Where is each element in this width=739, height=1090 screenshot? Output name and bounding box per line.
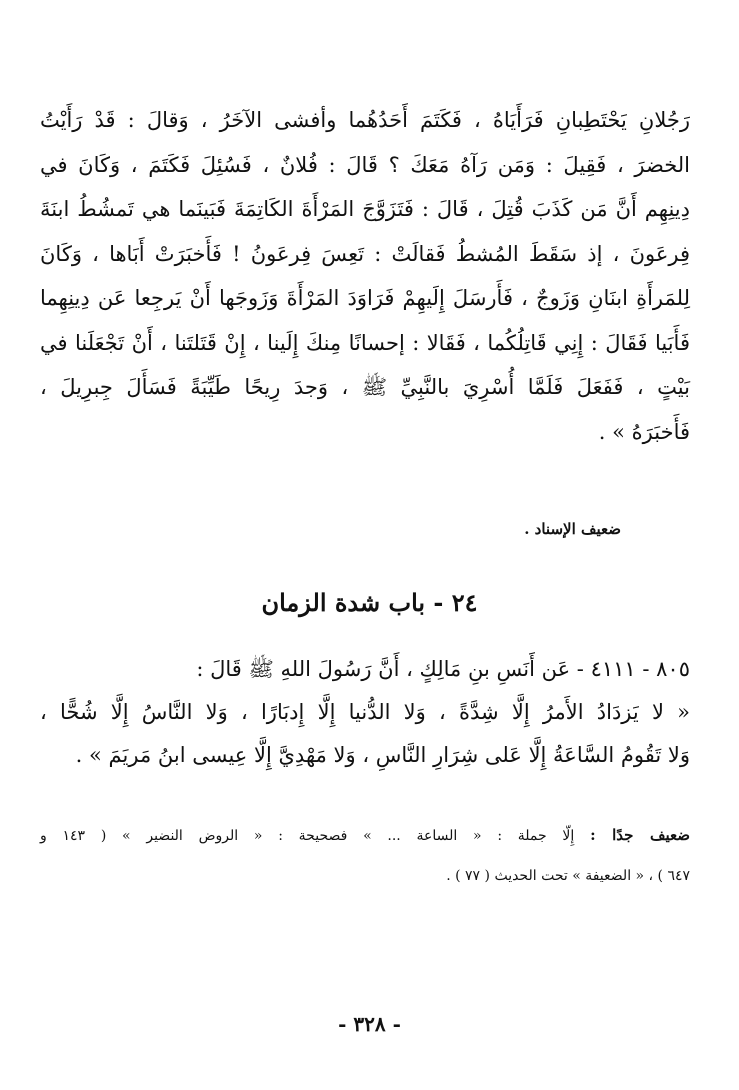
hadith-text-line: « لا يَزدَادُ الأَمرُ إِلَّا شِدَّةً ، وَلا الدُّنيا إِلَّا إِدبَارًا ، وَلا النَّاسُ إِلَّا شُحًّا ، xyxy=(40,700,690,724)
text-line: بَيْتٍ ، فَفَعَلَ فَلَمَّا أُسْرِيَ بالنَّبِيِّ ﷺ ، وَجدَ رِيحًا طَيِّبَةً فَسَأَلَ جِبرِيلَ ، xyxy=(40,375,690,399)
text-line: فَأَخبَرَهُ » . xyxy=(598,419,690,444)
text-line: لِلمَرأَةِ ابنَانِ وَزَوجٌ ، فَأَرسَلَ إِلَيهِمْ فَرَاوَدَ المَرْأَةَ وَزَوجَها أَنْ يَرجِعا عَن دِينِهِما xyxy=(40,286,690,310)
grade-label: ضعيف جدًا : xyxy=(590,826,691,844)
hadith-805 xyxy=(40,648,690,777)
text-line: فِرعَونَ ، إذ سَقَطَ المُشطُ فَقالَتْ : تَعِسَ فِرعَونُ ! فَأَخبَرَتْ أَبَاها ، وَكَانَ xyxy=(40,241,690,266)
chapter-heading: ٢٤ - باب شدة الزمان xyxy=(261,588,478,617)
note-line: ٦٤٧ ) ، « الضعيفة » تحت الحديث ( ٧٧ ) . xyxy=(446,868,690,884)
text-line: دِينِهِم أَنَّ مَن كَذَبَ قُتِلَ ، قَالَ : فَتَزَوَّجَ المَرْأَةَ الكَاتِمَةَ فَبَينَما هي تَمشُطُ ابنَةَ xyxy=(40,197,690,221)
hadith-continuation xyxy=(40,98,690,454)
note-line xyxy=(40,815,690,856)
hadith-text-line: وَلا تَقُومُ السَّاعَةُ إِلَّا عَلى شِرَارِ النَّاسِ ، وَلا مَهْدِيَّ إِلَّا عِيسى ابنُ مَريَمَ » . xyxy=(75,743,690,767)
note-text: إِلّا جملة : « الساعة ... » فصحيحة : « الروض النضير » ( ١٤٣ و xyxy=(40,828,575,844)
page-number: - ٣٢٨ - xyxy=(338,1012,401,1036)
text-line: رَجُلانِ يَحْتَطِبانِ فَرَأَيَاهُ ، فَكَتَمَ أَحَدُهُما وأفشى الآخَرُ ، وَقالَ : قَدْ رَأَيْتُ xyxy=(40,108,690,132)
text-line: فَأَبَيا فَقَالَ : إِنِي قَاتِلُكُما ، فَقَالا : إحسانًا مِنكَ إِلَينا ، إِنْ قَتَلتَنا ، أَنْ تَجْعَلَنا في xyxy=(40,330,690,355)
hadith-number-line: ٨٠٥ - ٤١١١ - عَن أَنَسِ بنِ مَالِكٍ ، أَنَّ رَسُولَ اللهِ ﷺ قَالَ : xyxy=(196,657,690,681)
text-line: الخضرَ ، فَقِيلَ : وَمَن رَآهُ مَعَكَ ؟ قَالَ : فُلانٌ ، فَسُئِلَ فَكَتَمَ ، وَكَانَ في xyxy=(40,152,690,177)
isnad-grade: ضعيف الإسناد . xyxy=(524,520,621,538)
takhrij-note xyxy=(40,815,690,896)
